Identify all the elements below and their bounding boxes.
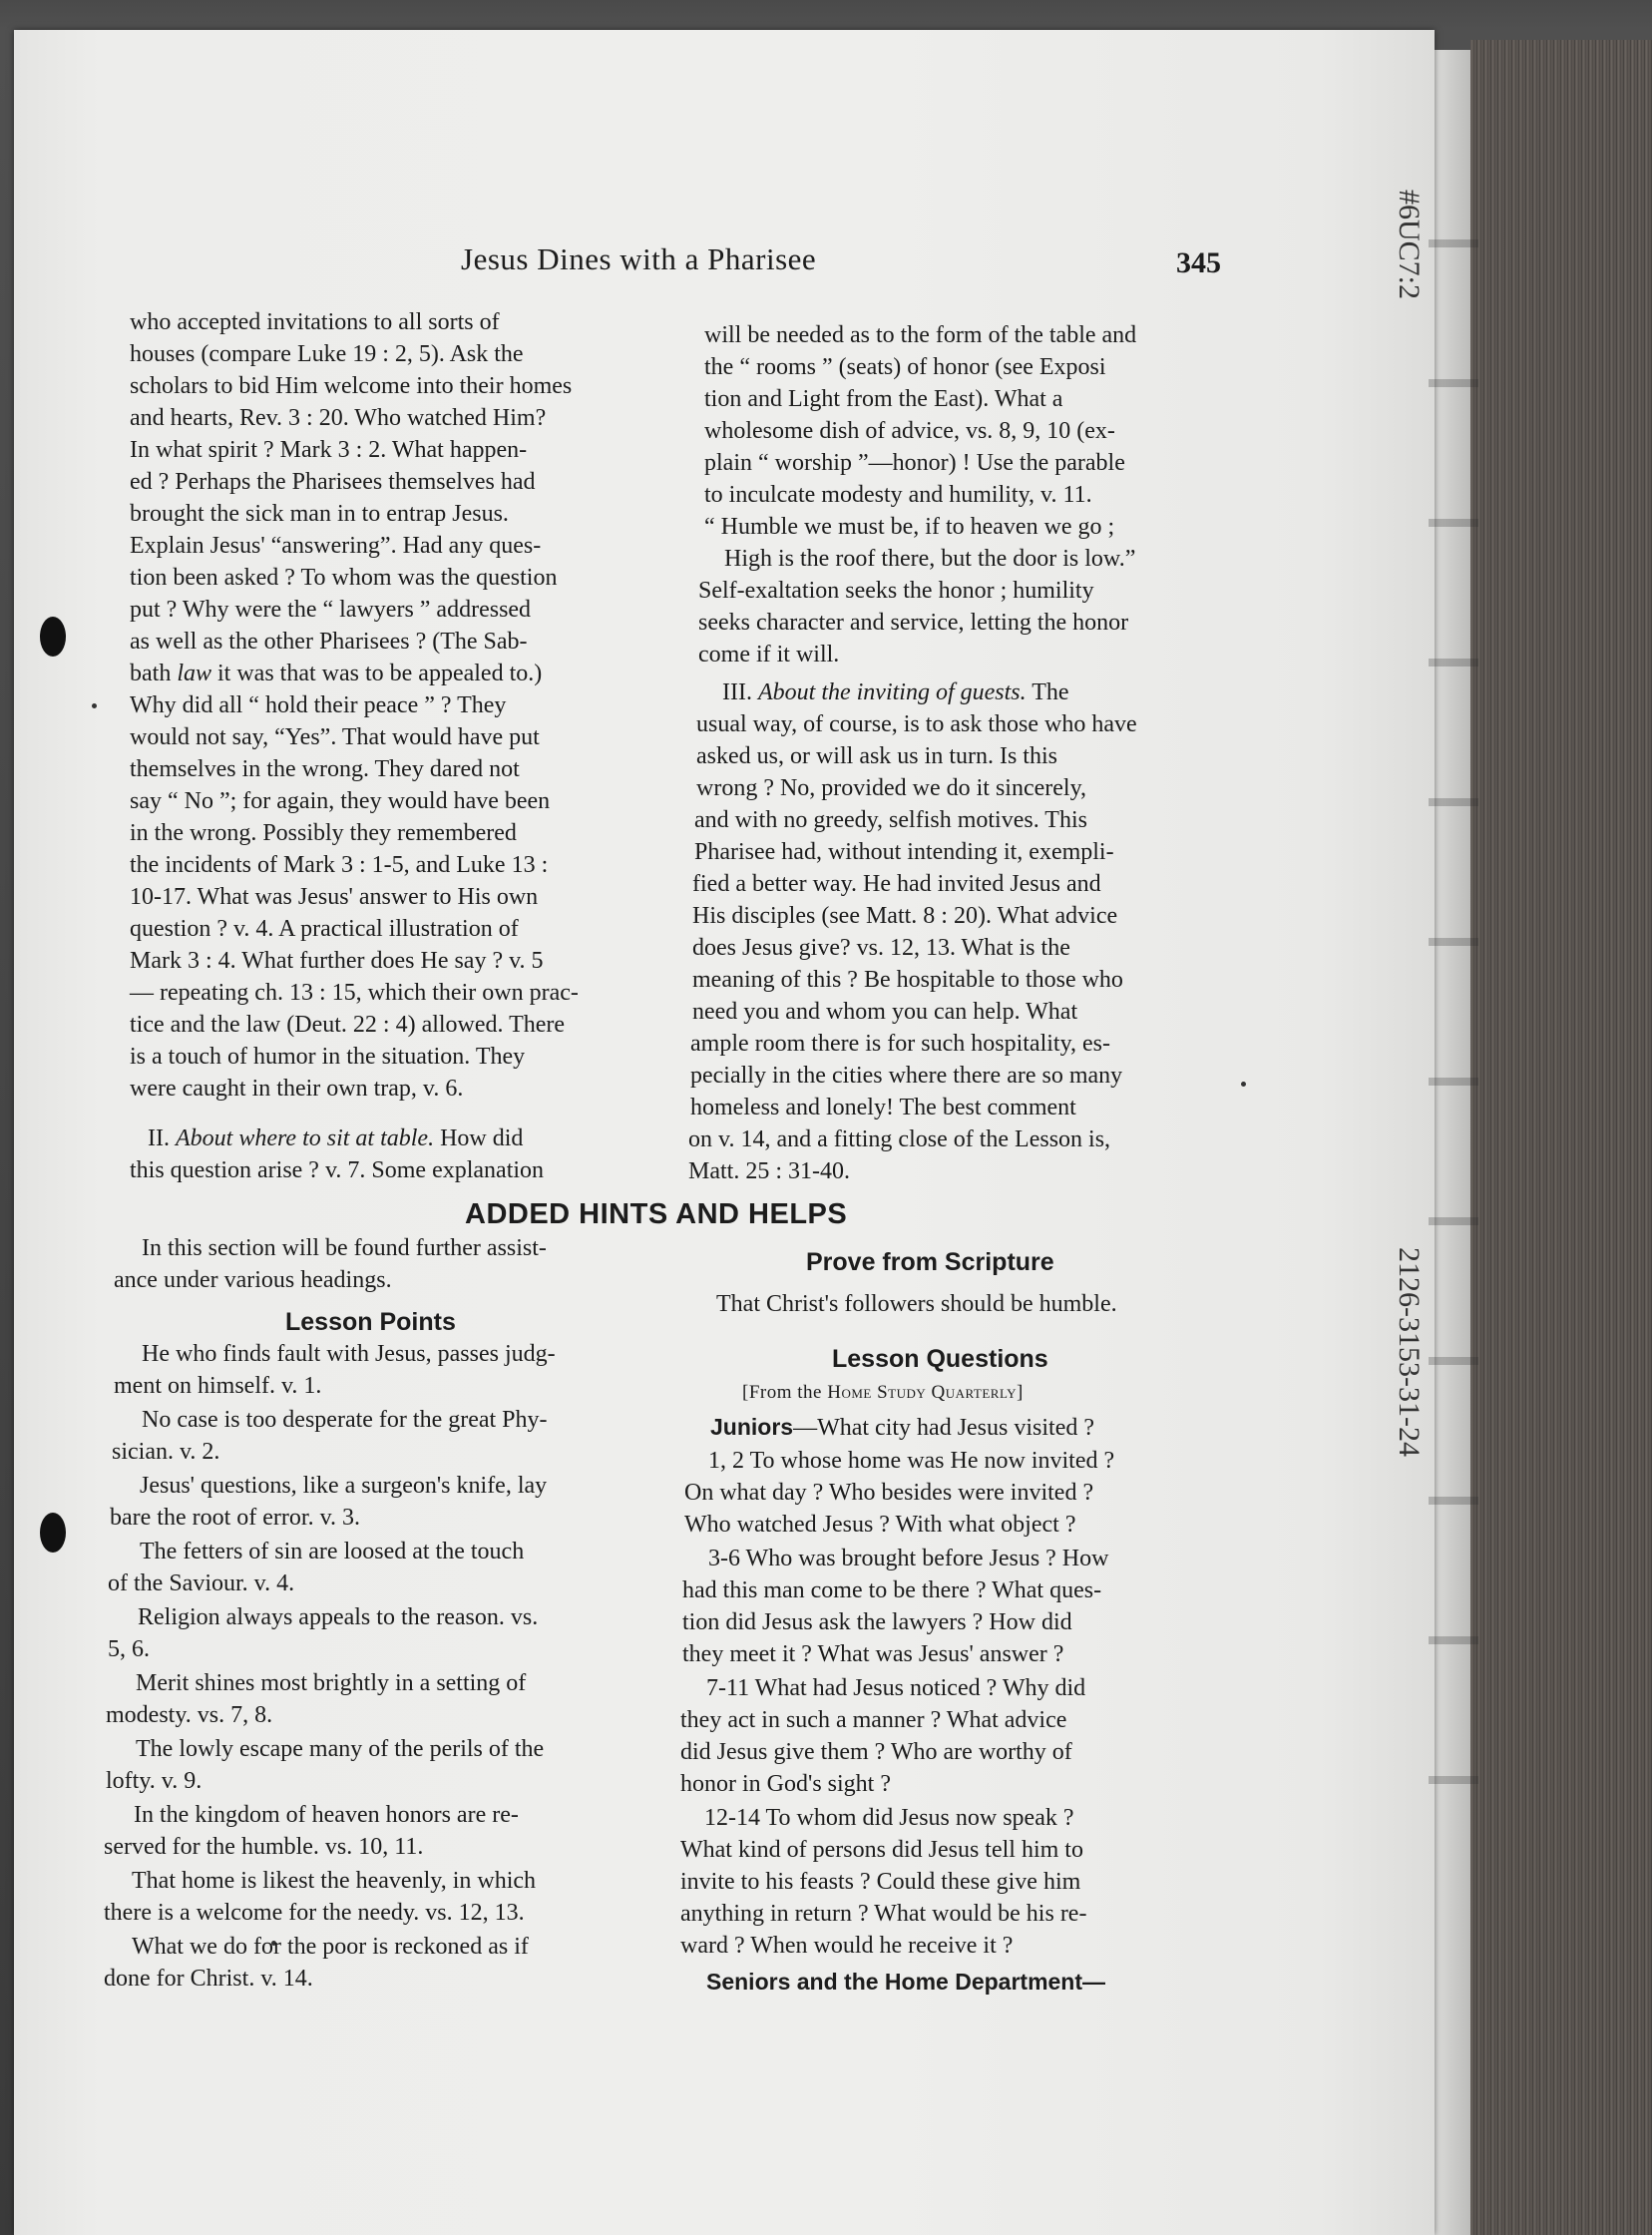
question-line: had this man come to be there ? What ques- [682,1577,1102,1603]
question-line: invite to his feasts ? Could these give him [680,1869,1081,1895]
text-line: His disciples (see Matt. 8 : 20). What advice [692,903,1118,929]
lesson-point: lofty. v. 9. [106,1768,203,1794]
speck [1241,1082,1246,1087]
text-line: and with no greedy, selfish motives. This [694,807,1087,833]
lesson-point: done for Christ. v. 14. [104,1966,313,1992]
text-line: asked us, or will ask us in turn. Is this [696,743,1057,769]
section-heading-line: II. About where to sit at table. How did [148,1125,524,1151]
text-line: tion been asked ? To whom was the question [130,565,558,591]
lesson-point: He who finds fault with Jesus, passes judg- [142,1341,556,1367]
lesson-point: Jesus' questions, like a surgeon's knife, lay [140,1473,548,1499]
section-heading: ADDED HINTS AND HELPS [465,1198,848,1230]
lesson-point: Religion always appeals to the reason. vs. [138,1604,539,1630]
text-line: “ Humble we must be, if to heaven we go ; [704,514,1115,540]
book-page-edges [1470,40,1652,2235]
text-line: will be needed as to the form of the table and [704,322,1137,348]
text-line: on v. 14, and a fitting close of the Lesson is, [688,1126,1111,1152]
question-line: honor in God's sight ? [680,1771,891,1797]
question-line: they act in such a manner ? What advice [680,1707,1067,1733]
text-line: High is the roof there, but the door is low.” [724,546,1136,572]
text-line: bath law it was that was to be appealed to.) [130,661,543,686]
text-line: Matt. 25 : 31-40. [688,1158,850,1184]
text-line: homeless and lonely! The best comment [690,1095,1076,1120]
speck [92,703,97,708]
lesson-point: served for the humble. vs. 10, 11. [104,1834,424,1860]
question-line: Who watched Jesus ? With what object ? [684,1512,1076,1538]
lesson-point: of the Saviour. v. 4. [108,1570,295,1596]
binding-hole [40,1513,66,1553]
text-line: ance under various headings. [114,1267,392,1293]
text-line: were caught in their own trap, v. 6. [130,1076,464,1102]
lesson-point: The lowly escape many of the perils of the [136,1736,545,1762]
text-line: wholesome dish of advice, vs. 8, 9, 10 (ex- [704,418,1115,444]
text-line: tion and Light from the East). What a [704,386,1063,412]
text-line: Why did all “ hold their peace ” ? They [130,692,507,718]
section-heading-line: III. About the inviting of guests. The [722,679,1069,705]
lesson-point: The fetters of sin are loosed at the touch [140,1539,525,1564]
lesson-point: No case is too desperate for the great Phy- [142,1407,548,1433]
page-number: 345 [1176,246,1221,279]
text-line: is a touch of humor in the situation. They [130,1044,526,1070]
text-line: Pharisee had, without intending it, exempli- [694,839,1114,865]
text-line: brought the sick man in to entrap Jesus. [130,501,509,527]
text-line: question ? v. 4. A practical illustration of [130,916,519,942]
edge-marks [1429,180,1478,1836]
text-line: come if it will. [698,642,840,668]
text-line: wrong ? No, provided we do it sincerely, [696,775,1087,801]
lesson-point: sician. v. 2. [112,1439,220,1465]
text-line: would not say, “Yes”. That would have put [130,724,540,750]
lesson-point: 5, 6. [108,1636,150,1662]
question-line: 3-6 Who was brought before Jesus ? How [708,1546,1109,1571]
text-line: and hearts, Rev. 3 : 20. Who watched Him? [130,405,547,431]
lesson-point: What we do for the poor is reckoned as if [132,1934,529,1960]
question-line: On what day ? Who besides were invited ? [684,1480,1094,1506]
text-line: In this section will be found further assist- [142,1235,547,1261]
text-line: in the wrong. Possibly they remembered [130,820,517,846]
margin-handwriting: 2126-3153-31-24 [1393,1247,1426,1457]
text-line: to inculcate modesty and humility, v. 11. [704,482,1092,508]
text-line: the incidents of Mark 3 : 1-5, and Luke 13 : [130,852,549,878]
question-line: anything in return ? What would be his re- [680,1901,1087,1927]
lesson-point: bare the root of error. v. 3. [110,1505,361,1531]
lesson-point: In the kingdom of heaven honors are re- [134,1802,519,1828]
margin-handwriting: #6UC7:2 [1393,190,1426,300]
text-line: Explain Jesus' “answering”. Had any ques- [130,533,542,559]
text-line: meaning of this ? Be hospitable to those who [692,967,1123,993]
subheading-lesson-points: Lesson Points [285,1308,456,1336]
text-line: themselves in the wrong. They dared not [130,756,520,782]
subheading-prove-from-scripture: Prove from Scripture [806,1248,1054,1276]
lesson-point: ment on himself. v. 1. [114,1373,322,1399]
question-line: 7-11 What had Jesus noticed ? Why did [706,1675,1086,1701]
lesson-point: Merit shines most brightly in a setting of [136,1670,527,1696]
lesson-point: there is a welcome for the needy. vs. 12, 13. [104,1900,525,1926]
binding-hole [40,617,66,657]
text-line: need you and whom you can help. What [692,999,1078,1025]
text-line: usual way, of course, is to ask those who have [696,711,1137,737]
question-line: ward ? When would he receive it ? [680,1933,1014,1959]
text-line: In what spirit ? Mark 3 : 2. What happen- [130,437,528,463]
text-line: this question arise ? v. 7. Some explanation [130,1157,545,1183]
text-line: tice and the law (Deut. 22 : 4) allowed. There [130,1012,566,1038]
text-line: who accepted invitations to all sorts of [130,309,500,335]
running-title: Jesus Dines with a Pharisee [461,241,817,276]
source-note: [From the Home Study Quarterly] [742,1382,1024,1403]
question-line: they meet it ? What was Jesus' answer ? [682,1641,1064,1667]
text-line: say “ No ”; for again, they would have been [130,788,551,814]
text-line: pecially in the cities where there are so many [690,1063,1123,1089]
text-line: Mark 3 : 4. What further does He say ? v. 5 [130,948,544,974]
text-line: as well as the other Pharisees ? (The Sab- [130,629,528,655]
text-line: scholars to bid Him welcome into their homes [130,373,573,399]
question-line: tion did Jesus ask the lawyers ? How did [682,1609,1072,1635]
question-line: What kind of persons did Jesus tell him to [680,1837,1083,1863]
text-line: ed ? Perhaps the Pharisees themselves had [130,469,536,495]
text-line: does Jesus give? vs. 12, 13. What is the [692,935,1070,961]
lesson-point: modesty. vs. 7, 8. [106,1702,273,1728]
text-line: ample room there is for such hospitality, es- [690,1031,1111,1057]
question-line: 1, 2 To whose home was He now invited ? [708,1448,1115,1474]
text-line: put ? Why were the “ lawyers ” addressed [130,597,532,623]
text-line: 10-17. What was Jesus' answer to His own [130,884,539,910]
question-line: Juniors—What city had Jesus visited ? [710,1414,1095,1441]
text-line: — repeating ch. 13 : 15, which their own prac- [130,980,579,1006]
question-line: did Jesus give them ? Who are worthy of [680,1739,1072,1765]
text-line: That Christ's followers should be humble. [716,1291,1117,1317]
text-line: plain “ worship ”—honor) ! Use the parable [704,450,1125,476]
text-line: seeks character and service, letting the honor [698,610,1129,636]
text-line: Self-exaltation seeks the honor ; humility [698,578,1094,604]
seniors-heading: Seniors and the Home Department— [706,1969,1106,1995]
subheading-lesson-questions: Lesson Questions [832,1345,1048,1373]
question-line: 12-14 To whom did Jesus now speak ? [704,1805,1074,1831]
text-line: the “ rooms ” (seats) of honor (see Exposi [704,354,1106,380]
text-line: houses (compare Luke 19 : 2, 5). Ask the [130,341,524,367]
text-line: fied a better way. He had invited Jesus and [692,871,1101,897]
lesson-point: That home is likest the heavenly, in which [132,1868,537,1894]
